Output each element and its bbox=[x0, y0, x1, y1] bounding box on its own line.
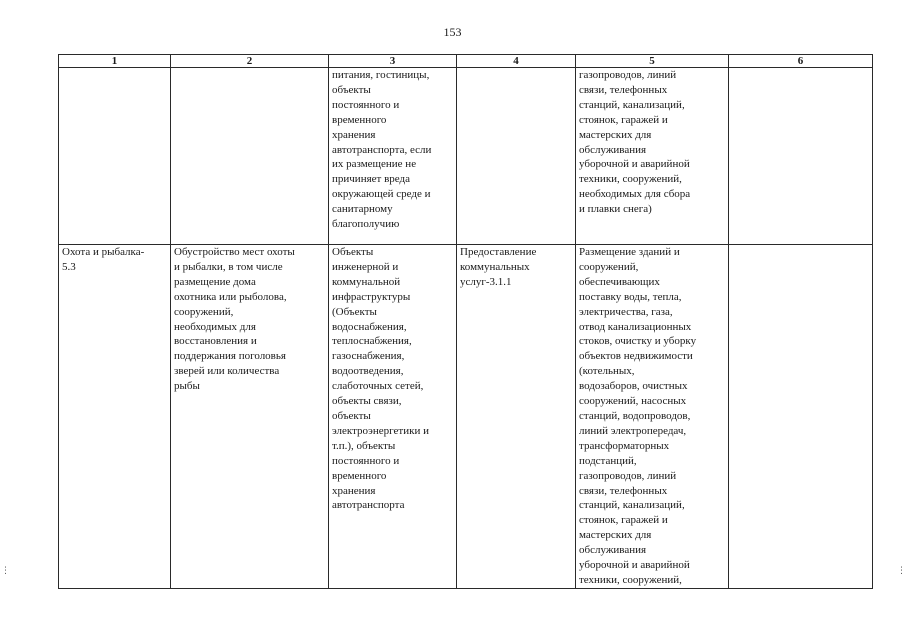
header-col-6: 6 bbox=[729, 55, 873, 68]
table-cell: газопроводов, линий связи, телефонных станций, канализаций, стоянок, гаражей и мастерских для обслуживания уборочной и аварийной техники, сооружений, необходимых для сбора и плавки снега) bbox=[576, 68, 729, 245]
scan-edge-mark-left: ⋮ bbox=[1, 566, 10, 576]
table-cell: питания, гостиницы, объекты постоянного и временного хранения автотранспорта, если их размещение не причиняет вреда окружающей среде и санитарному благополучию bbox=[329, 68, 457, 245]
table-row-hunting-fishing bbox=[59, 245, 873, 589]
header-col-1: 1 bbox=[59, 55, 171, 68]
table-row-continuation bbox=[59, 68, 873, 245]
header-col-5: 5 bbox=[576, 55, 729, 68]
table-cell bbox=[171, 68, 329, 245]
table-cell bbox=[729, 245, 873, 589]
table-header-row bbox=[59, 55, 873, 68]
table-cell bbox=[457, 68, 576, 245]
document-table bbox=[58, 54, 873, 589]
table-cell: Объекты инженерной и коммунальной инфраструктуры (Объекты водоснабжения, теплоснабжения, газоснабжения, водоотведения, слаботочных сетей, объекты связи, объекты электроэнергетики и т.п.), объекты постоянного и временного хранения автотранспорта bbox=[329, 245, 457, 589]
header-col-4: 4 bbox=[457, 55, 576, 68]
header-col-3: 3 bbox=[329, 55, 457, 68]
table-cell bbox=[729, 68, 873, 245]
table-cell: Обустройство мест охоты и рыбалки, в том числе размещение дома охотника или рыболова, сооружений, необходимых для восстановления и поддержания поголовья зверей или количества рыбы bbox=[171, 245, 329, 589]
table-cell: Размещение зданий и сооружений, обеспечивающих поставку воды, тепла, электричества, газа, отвод канализационных стоков, очистку и уборку объектов недвижимости (котельных, водозаборов, очистных сооружений, насосных станций, водопроводов, линий электропередач, трансформаторных подстанций, газопроводов, линий связи, телефонных станций, канализаций, стоянок, гаражей и мастерских для обслуживания уборочной и аварийной техники, сооружений, bbox=[576, 245, 729, 589]
page-number: 153 bbox=[443, 25, 462, 39]
header-col-2: 2 bbox=[171, 55, 329, 68]
scan-edge-mark-right: ⋮ bbox=[897, 566, 906, 576]
table-cell bbox=[59, 68, 171, 245]
table-cell: Предоставление коммунальных услуг-3.1.1 bbox=[457, 245, 576, 589]
table-cell: Охота и рыбалка- 5.3 bbox=[59, 245, 171, 589]
